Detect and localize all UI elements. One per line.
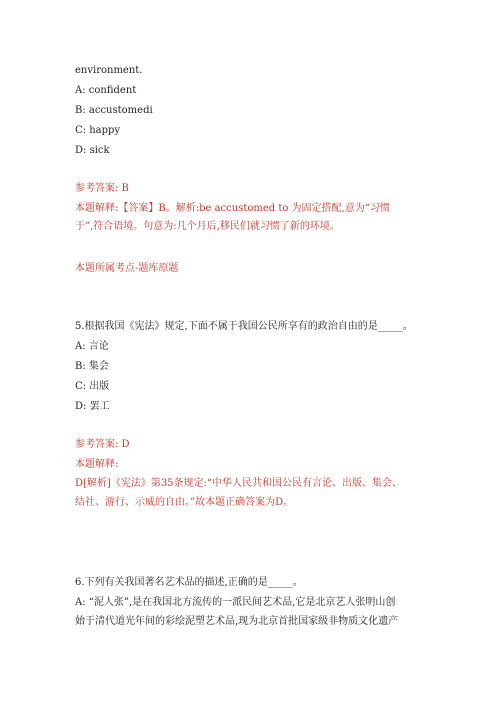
q4-option-d: D: sick xyxy=(75,145,110,156)
q5-analysis-label: 本题解释: xyxy=(75,459,119,470)
q5-answer: 参考答案: D xyxy=(75,439,130,450)
q5-option-b: B: 集会 xyxy=(75,361,109,372)
q4-option-a: A: confident xyxy=(75,85,137,96)
q5-option-a: A: 言论 xyxy=(75,341,109,352)
q4-analysis-line-2: 于”,符合语境。句意为:几个月后,移民们就习惯了新的环境。 xyxy=(75,221,340,232)
q4-stem-tail: environment. xyxy=(75,65,143,76)
q4-option-c: C: happy xyxy=(75,125,121,136)
q4-analysis-line-1: 本题解释:【答案】B。解析:be accustomed to 为固定搭配,意为“习惯 xyxy=(75,203,390,214)
q5-option-d: D: 罢工 xyxy=(75,401,110,412)
q6-stem: 6.下列有关我国著名艺术品的描述,正确的是_____。 xyxy=(75,577,303,588)
q6-option-a-line-1: A: “泥人张”,是在我国北方流传的一派民间艺术品,它是北京艺人张明山创 xyxy=(75,597,396,608)
q5-stem: 5.根据我国《宪法》规定,下面不属于我国公民所享有的政治自由的是_____。 xyxy=(75,321,413,332)
q4-source: 本题所属考点-题库原题 xyxy=(75,263,179,274)
q5-analysis-line-2: 结社、游行、示威的自由。”故本题正确答案为D。 xyxy=(75,497,294,508)
q5-analysis-line-1: D[解析]《宪法》第35条规定:“中华人民共和国公民有言论、出版、集会、 xyxy=(75,478,403,489)
q6-option-a-line-2: 始于清代道光年间的彩绘泥塑艺术品,现为北京首批国家级非物质文化遗产 xyxy=(75,616,399,627)
q4-option-b: B: accustomedi xyxy=(75,105,153,116)
q5-option-c: C: 出版 xyxy=(75,381,110,392)
q4-answer: 参考答案: B xyxy=(75,183,129,194)
